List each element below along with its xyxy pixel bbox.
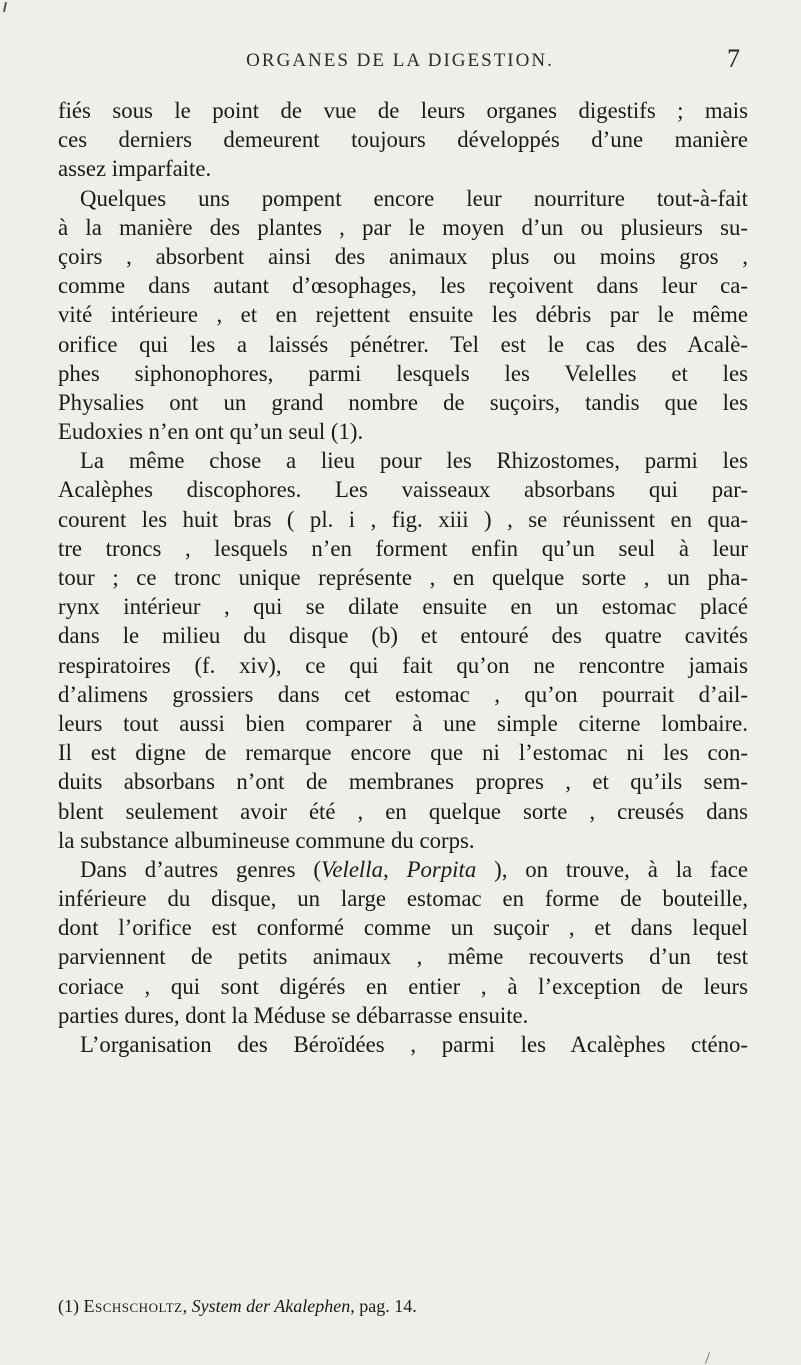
text-line: Eudoxies n’en ont qu’un seul (1). [58,419,364,445]
text-line: dans le milieu du disque (b) et entouré des quatre cavités [58,623,748,649]
text-line: Physalies ont un grand nombre de suçoirs, tandis que les [58,389,748,415]
text-segment: ), on trouve, à la face [476,856,748,882]
margin-mark [705,1352,710,1364]
text-line: çoirs , absorbent ainsi des animaux plus ou moins gros , [58,243,748,269]
text-line: parviennent de petits animaux , même recouverts d’un test [58,944,748,970]
text-line: blent seulement avoir été , en quelque sorte , creusés dans [58,798,748,824]
text-line: duits absorbans n’ont de membranes propres , et qu’ils sem- [58,769,748,795]
page-number: 7 [727,44,740,73]
italic-genus-names: Velella, Porpita [320,856,477,882]
text-line: tre troncs , lesquels n’en forment enfin qu’un seul à leur [58,535,748,561]
text-line: La même chose a lieu pour les Rhizostomes, parmi les [80,448,748,474]
text-line: à la manière des plantes , par le moyen d’un ou plusieurs su- [58,214,748,240]
text-line: coriace , qui sont digérés en entier , à l’exception de leurs [58,973,748,999]
text-line: assez imparfaite. [58,156,212,182]
footnote-page-ref: , pag. 14. [350,1296,417,1316]
text-line: rynx intérieur , qui se dilate ensuite en un estomac placé [58,594,748,620]
text-line: parties dures, dont la Méduse se débarrasse ensuite. [58,1002,529,1028]
text-line: tour ; ce tronc unique représente , en quelque sorte , un pha- [58,565,748,590]
body-text [58,96,748,1059]
running-title: ORGANES DE LA DIGESTION. [246,50,554,71]
text-line: vité intérieure , et en rejettent ensuite les débris par le même [58,302,748,328]
footnote-marker: (1) [58,1296,79,1316]
text-line: L’organisation des Béroïdées , parmi les Acalèphes cténo- [80,1032,748,1057]
text-line: Il est digne de remarque encore que ni l’estomac ni les con- [58,740,748,766]
text-line: inférieure du disque, un large estomac en forme de bouteille, [58,886,748,912]
text-line: respiratoires (f. xiv), ce qui fait qu’on ne rencontre jamais [58,652,748,678]
text-line: la substance albumineuse commune du corps. [58,827,475,853]
footnote-work-title: System der Akalephen [191,1296,351,1316]
text-line: d’alimens grossiers dans cet estomac , qu’on pourrait d’ail- [58,681,748,707]
text-line: Quelques uns pompent encore leur nourriture tout-à-fait [80,185,748,211]
text-line: orifice qui les a laissés pénétrer. Tel est le cas des Acalè- [58,331,748,357]
text-line-with-italic [58,855,748,884]
text-line: phes siphonophores, parmi lesquels les Velelles et les [58,360,748,386]
margin-mark [3,2,7,12]
text-line: dont l’orifice est conformé comme un suçoir , et dans lequel [58,915,748,941]
text-line: ces derniers demeurent toujours développés d’une manière [58,127,748,153]
text-segment: Dans d’autres genres ( [80,856,321,882]
text-line: courent les huit bras ( pl. i , fig. xiii ) , se réunissent en qua- [58,506,748,532]
text-line: fiés sous le point de vue de leurs organes digestifs ; mais [58,98,748,123]
footnote [58,1296,748,1317]
text-line: comme dans autant d’œsophages, les reçoivent dans leur ca- [58,273,748,299]
footnote-separator: , [182,1296,192,1316]
text-line: leurs tout aussi bien comparer à une simple citerne lombaire. [58,710,748,736]
running-head [60,44,740,80]
text-line: Acalèphes discophores. Les vaisseaux absorbans qui par- [58,477,748,503]
footnote-author: Eschscholtz [83,1296,183,1316]
